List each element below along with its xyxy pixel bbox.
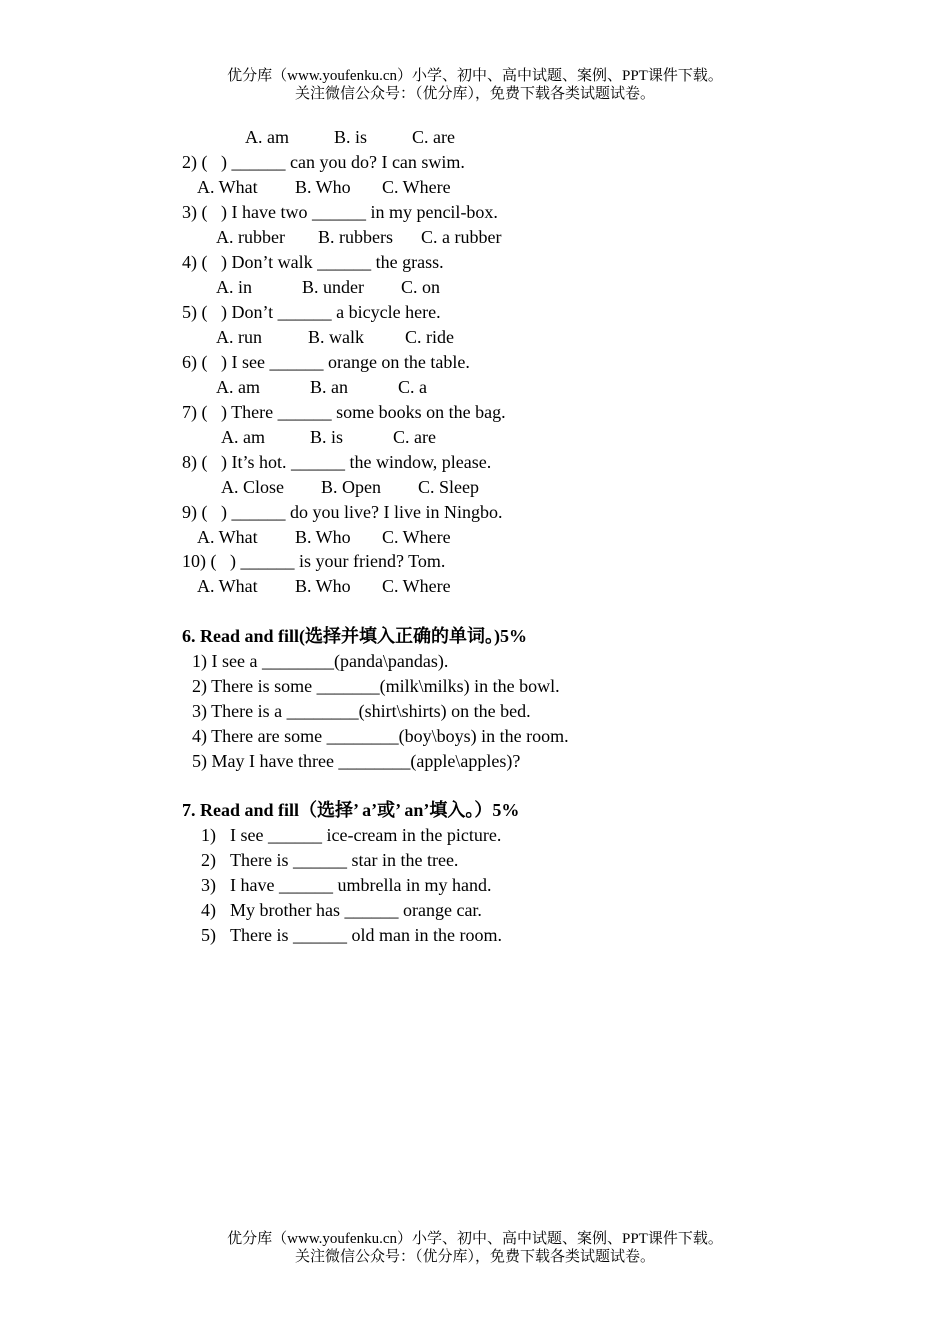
option-a: A. am <box>245 127 289 147</box>
page-footer <box>0 1230 950 1266</box>
option-b: B. under <box>302 277 364 297</box>
option-b: B. an <box>310 377 348 397</box>
option-b: B. Open <box>321 477 381 497</box>
item-number: 1) <box>201 825 216 845</box>
section-7-title: 7. Read and fill（选择’ a’或’ an’填入。）5% <box>182 800 520 820</box>
item-number: 2) <box>201 850 216 870</box>
fill-item: My brother has ______ orange car. <box>230 900 482 920</box>
option-b: B. Who <box>295 576 351 596</box>
question-stem: 8) ( ) It’s hot. ______ the window, please. <box>182 452 492 472</box>
fill-item: There is ______ star in the tree. <box>230 850 459 870</box>
option-b: B. rubbers <box>318 227 393 247</box>
question-stem: 7) ( ) There ______ some books on the bag. <box>182 402 506 422</box>
option-b: B. Who <box>295 177 351 197</box>
option-a: A. What <box>197 527 258 547</box>
item-number: 5) <box>201 925 216 945</box>
option-c: C. are <box>393 427 436 447</box>
fill-item: 2) There is some _______(milk\milks) in the bowl. <box>192 676 560 696</box>
option-b: B. is <box>334 127 368 147</box>
footer-line-1: 优分库（www.youfenku.cn）小学、初中、高中试题、案例、PPT课件下载。 <box>227 1231 723 1247</box>
option-c: C. ride <box>405 327 454 347</box>
section-6-title: 6. Read and fill(选择并填入正确的单词。)5% <box>182 626 528 646</box>
option-c: C. Sleep <box>418 477 479 497</box>
question-stem: 6) ( ) I see ______ orange on the table. <box>182 352 470 372</box>
option-a: A. am <box>216 377 260 397</box>
fill-item: I see ______ ice-cream in the picture. <box>230 825 502 845</box>
fill-item: There is ______ old man in the room. <box>230 925 502 945</box>
fill-item: 1) I see a ________(panda\pandas). <box>192 651 449 671</box>
question-stem: 2) ( ) ______ can you do? I can swim. <box>182 152 465 172</box>
option-a: A. What <box>197 576 258 596</box>
question-stem: 5) ( ) Don’t ______ a bicycle here. <box>182 302 441 322</box>
fill-item: 5) May I have three ________(apple\apples)? <box>192 751 521 771</box>
option-c: C. on <box>401 277 441 297</box>
fill-item: 4) There are some ________(boy\boys) in the room. <box>192 726 569 746</box>
option-c: C. Where <box>382 177 451 197</box>
footer-line-2: 关注微信公众号：（优分库），免费下载各类试题试卷。 <box>294 1249 655 1265</box>
option-a: A. am <box>221 427 265 447</box>
option-a: A. What <box>197 177 258 197</box>
page-header <box>0 67 950 103</box>
option-b: B. is <box>310 427 344 447</box>
question-stem: 4) ( ) Don’t walk ______ the grass. <box>182 252 444 272</box>
question-stem: 9) ( ) ______ do you live? I live in Ningbo. <box>182 502 503 522</box>
item-number: 4) <box>201 900 216 920</box>
option-a: A. run <box>216 327 262 347</box>
option-b: B. walk <box>308 327 364 347</box>
header-line-2: 关注微信公众号：（优分库），免费下载各类试题试卷。 <box>294 86 655 102</box>
fill-item: 3) There is a ________(shirt\shirts) on the bed. <box>192 701 531 721</box>
option-a: A. Close <box>221 477 284 497</box>
option-c: C. Where <box>382 576 451 596</box>
option-a: A. rubber <box>216 227 285 247</box>
option-c: C. are <box>412 127 455 147</box>
fill-item: I have ______ umbrella in my hand. <box>230 875 492 895</box>
option-c: C. Where <box>382 527 451 547</box>
question-stem: 10) ( ) ______ is your friend? Tom. <box>182 551 446 571</box>
question-stem: 3) ( ) I have two ______ in my pencil-box. <box>182 202 498 222</box>
option-c: C. a rubber <box>421 227 502 247</box>
option-c: C. a <box>398 377 427 397</box>
option-b: B. Who <box>295 527 351 547</box>
option-a: A. in <box>216 277 252 297</box>
item-number: 3) <box>201 875 216 895</box>
header-line-1: 优分库（www.youfenku.cn）小学、初中、高中试题、案例、PPT课件下载。 <box>227 68 723 84</box>
